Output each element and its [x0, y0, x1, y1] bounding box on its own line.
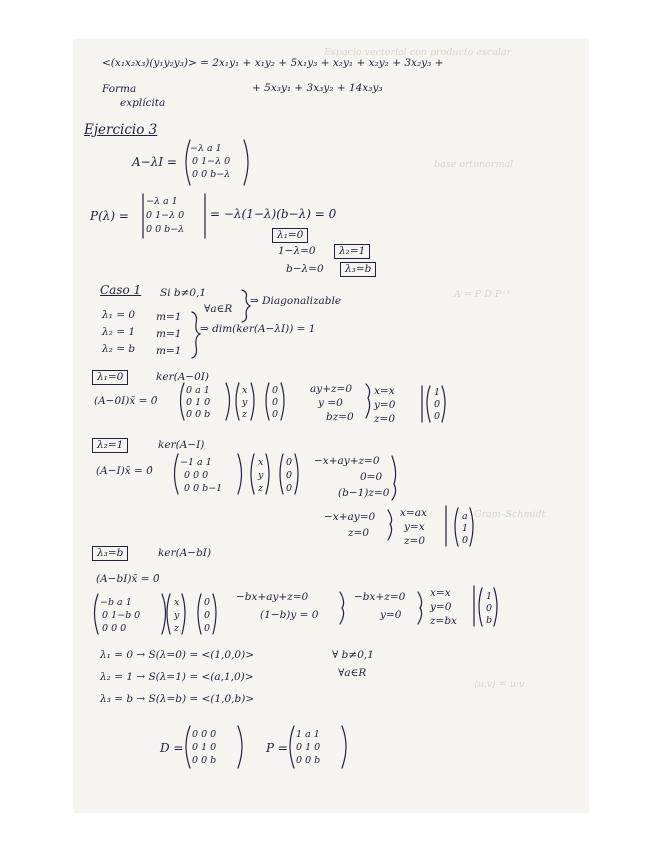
eigenvector-entry: 0: [434, 399, 441, 410]
matrix-row: 0 1−λ 0: [192, 156, 231, 167]
zero-entry: 0: [286, 457, 293, 468]
matrix-row: 0 a 1: [186, 385, 210, 396]
bleed-through-text: A = P D P⁻¹: [454, 289, 511, 300]
matrix-row: 0 0 b−λ: [192, 169, 231, 180]
bleed-through-text: Gram–Schmidt: [474, 509, 546, 520]
matrix-row: 0 0 b: [192, 755, 217, 766]
vector-entry: y: [242, 397, 248, 408]
ink-strokes: [74, 40, 588, 812]
eigenvector-entry: a: [462, 511, 468, 522]
zero-entry: 0: [272, 397, 279, 408]
eigenvector-entry: 1: [434, 387, 441, 398]
multiplicity-lambda-3: λ₂ = b: [102, 343, 136, 355]
vector-entry: y: [174, 610, 180, 621]
section-eigenvalue-b-box: λ₃=b: [92, 546, 128, 561]
solution-eq: y=0: [374, 399, 396, 411]
explicita-label: explícita: [120, 97, 166, 109]
determinant-row: −λ a 1: [146, 196, 178, 207]
characteristic-equation: = −λ(1−λ)(b−λ) = 0: [210, 207, 337, 221]
inner-product-line: <(x₁x₂x₃)(y₁y₂y₃)> = 2x₁y₁ + x₁y₂ + 5x₁y₃ + x₂y₁ + x₂y₂ + 3x₂y₃ +: [102, 57, 444, 69]
system-eq: ay+z=0: [310, 383, 352, 395]
eigenvector-entry: 1: [486, 591, 493, 602]
solution-eq: x=ax: [400, 507, 427, 519]
section-eigenvalue-b-equation: (A−bI)x̄ = 0̄: [96, 573, 160, 585]
vector-entry: x: [242, 385, 248, 396]
system-eq: −x+ay+z=0: [314, 455, 380, 467]
condition-a: ∀a∈R: [204, 303, 233, 315]
matrix-row: 0 1−b 0: [102, 610, 141, 621]
system-eq: 0=0: [360, 471, 383, 483]
solution-eq: y=x: [404, 521, 425, 533]
dim-ker-conclusion: ⇒ dim(ker(A−λI)) = 1: [200, 323, 316, 335]
reduced-eq: z=0: [348, 527, 370, 539]
eigenvector-entry: 1: [462, 523, 469, 534]
vector-entry: y: [258, 470, 264, 481]
solution-eq: z=0: [404, 535, 426, 547]
section-eigenvalue-1-equation: (A−I)x̄ = 0̄: [96, 465, 153, 477]
reduced-eq: −x+ay=0: [324, 511, 376, 523]
vector-entry: x: [258, 457, 264, 468]
solution-eq: x=x: [430, 587, 451, 599]
bleed-through-text: base ortonormal: [434, 159, 514, 170]
zero-entry: 0: [204, 597, 211, 608]
matrix-row: 0 1 0: [186, 397, 211, 408]
change-of-basis-label: P =: [266, 741, 288, 755]
notebook-page: [74, 40, 588, 812]
equation-b-minus-lambda: b−λ=0: [286, 263, 324, 275]
system-eq: (b−1)z=0: [338, 487, 390, 499]
matrix-row: 0 0 b: [186, 409, 211, 420]
eigenspace-summary: λ₃ = b → S(λ=b) = <(1,0,b)>: [100, 693, 255, 705]
matrix-row: 0 1 0: [296, 742, 321, 753]
matrix-row: 0 1 0: [192, 742, 217, 753]
matrix-row: −λ a 1: [190, 143, 222, 154]
solution-eq: z=bx: [430, 615, 457, 627]
section-eigenvalue-1-kernel: ker(A−I): [158, 439, 205, 451]
equation-1-minus-lambda: 1−λ=0: [278, 245, 316, 257]
eigenvector-entry: 0: [486, 603, 493, 614]
matrix-row: 1 a 1: [296, 729, 320, 740]
diagonal-matrix-label: D =: [160, 741, 184, 755]
eigenvalue-1-box: λ₁=0: [272, 228, 308, 243]
reduced-eq: −bx+z=0: [354, 591, 406, 603]
matrix-row: 0 0 0: [192, 729, 217, 740]
a-minus-lambda-i-label: A−λI =: [132, 155, 177, 169]
matrix-row: 0 0 0: [102, 623, 127, 634]
case-heading: Caso 1: [100, 283, 142, 297]
solution-eq: z=0: [374, 413, 396, 425]
matrix-row: −1 a 1: [180, 457, 212, 468]
vector-entry: z: [258, 483, 264, 494]
matrix-row: 0 0 b−1: [184, 483, 223, 494]
zero-entry: 0: [204, 623, 211, 634]
determinant-row: 0 1−λ 0: [146, 210, 185, 221]
matrix-row: −b a 1: [100, 597, 132, 608]
zero-entry: 0: [286, 470, 293, 481]
section-eigenvalue-0-box: λ₁=0: [92, 370, 128, 385]
condition-b-summary: ∀ b≠0,1: [332, 649, 374, 661]
eigenvector-entry: b: [486, 615, 493, 626]
vector-entry: z: [174, 623, 180, 634]
zero-entry: 0: [286, 483, 293, 494]
system-eq: y =0: [318, 397, 343, 409]
multiplicity-m-3: m=1: [156, 345, 182, 357]
eigenvector-entry: 0: [462, 535, 469, 546]
multiplicity-m-1: m=1: [156, 311, 182, 323]
matrix-row: 0 0 b: [296, 755, 321, 766]
inner-product-continuation: + 5x₃y₁ + 3x₃y₂ + 14x₃y₃: [252, 82, 383, 94]
exercise-heading: Ejercicio 3: [84, 122, 158, 138]
vector-entry: z: [242, 409, 248, 420]
solution-eq: y=0: [430, 601, 452, 613]
zero-entry: 0: [272, 409, 279, 420]
zero-entry: 0: [272, 385, 279, 396]
multiplicity-lambda-2: λ₂ = 1: [102, 326, 136, 338]
vector-entry: x: [174, 597, 180, 608]
section-eigenvalue-0-kernel: ker(A−0I): [156, 371, 209, 383]
p-lambda-label: P(λ) =: [90, 209, 129, 223]
bleed-through-text: ⟨u,v⟩ = u·v: [474, 679, 525, 690]
eigenspace-summary: λ₂ = 1 → S(λ=1) = <(a,1,0)>: [100, 671, 254, 683]
multiplicity-m-2: m=1: [156, 328, 182, 340]
system-eq: (1−b)y = 0: [260, 609, 319, 621]
section-eigenvalue-0-equation: (A−0I)x̄ = 0̄: [94, 395, 158, 407]
eigenvalue-2-box: λ₂=1: [334, 244, 370, 259]
forma-label: Forma: [102, 83, 137, 95]
determinant-row: 0 0 b−λ: [146, 224, 185, 235]
system-eq: −bx+ay+z=0: [236, 591, 309, 603]
eigenvector-entry: 0: [434, 411, 441, 422]
section-eigenvalue-b-kernel: ker(A−bI): [158, 547, 212, 559]
bleed-through-text: Espacio vectorial con producto escalar: [324, 47, 512, 58]
eigenvalue-3-box: λ₃=b: [340, 262, 376, 277]
eigenspace-summary: λ₁ = 0 → S(λ=0) = <(1,0,0)>: [100, 649, 254, 661]
zero-entry: 0: [204, 610, 211, 621]
condition-b: Si b≠0,1: [160, 287, 207, 299]
multiplicity-lambda-1: λ₁ = 0: [102, 309, 136, 321]
solution-eq: x=x: [374, 385, 395, 397]
matrix-row: 0 0 0: [184, 470, 209, 481]
reduced-eq: y=0: [380, 609, 402, 621]
section-eigenvalue-1-box: λ₂=1: [92, 438, 128, 453]
diagonalizable-conclusion: ⇒ Diagonalizable: [250, 295, 342, 307]
condition-a-summary: ∀a∈R: [338, 667, 367, 679]
system-eq: bz=0: [326, 411, 354, 423]
